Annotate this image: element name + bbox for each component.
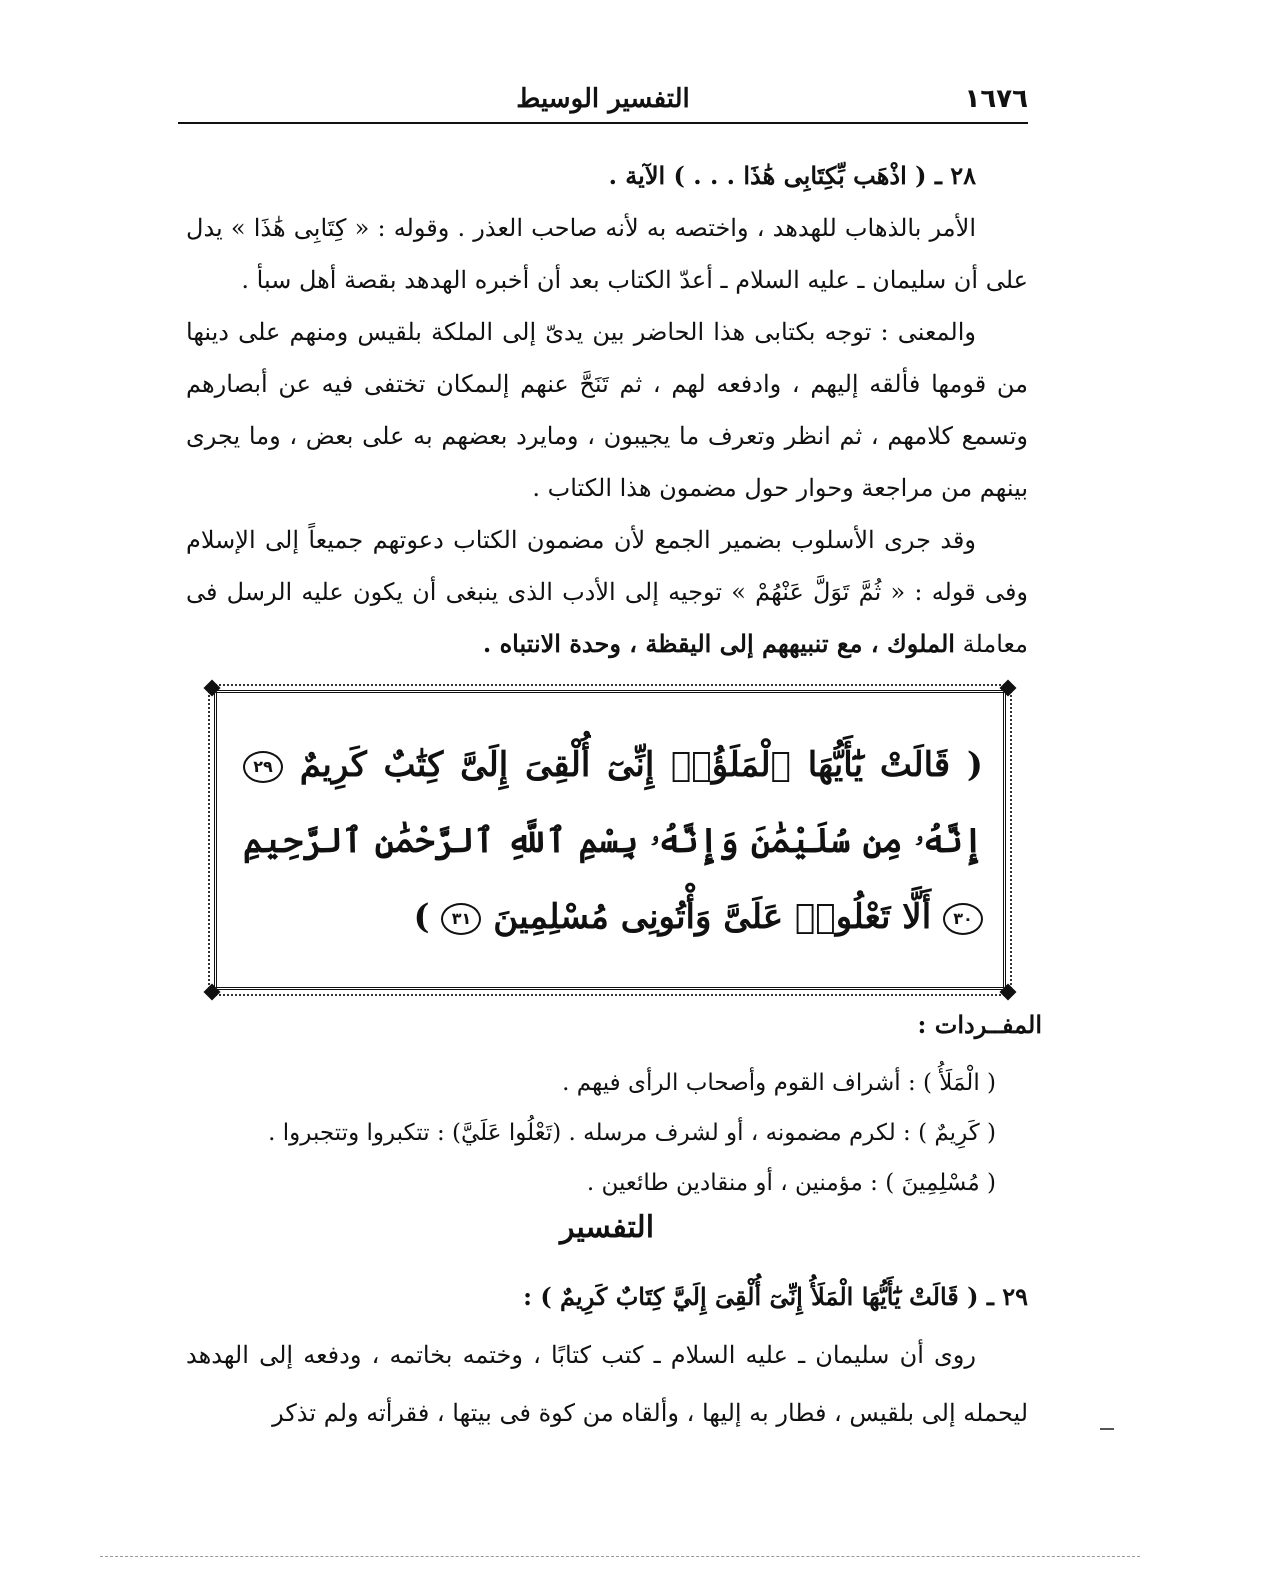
running-title: التفسير الوسيط xyxy=(516,84,690,114)
glossary-item: ( مُسْلِمِينَ ) : مؤمنين ، أو منقادين طائعين . xyxy=(586,1170,996,1196)
glossary-list xyxy=(186,1058,996,1208)
glossary-title: المفــردات : xyxy=(917,1010,1042,1039)
intro-section xyxy=(186,150,1028,670)
tafsir-section xyxy=(186,1268,1028,1442)
ayah-number-30: ٣٠ xyxy=(943,903,983,935)
diamond-ornament-icon xyxy=(1000,680,1017,697)
ayah-28-heading: ٢٨ ـ ( اذْهَب بِّكِتَابِى هَٰذَا . . . ) الآية . xyxy=(608,161,976,190)
intro-paragraph-3 xyxy=(186,514,1028,670)
diamond-ornament-icon xyxy=(204,680,221,697)
quran-verse-box xyxy=(214,690,1006,990)
tafsir-paragraph-1: روى أن سليمان ـ عليه السلام ـ كتب كتابًا ، وختمه بخاتمه ، ودفعه إلى الهدهد ليحمله إلى بلقيس ، فطار به إليها ، وألقاه من كوة فى بيتها ، فقرأته ولم تذكر xyxy=(186,1341,1028,1427)
header-rule xyxy=(178,122,1028,124)
tafsir-title: التفسير xyxy=(559,1210,655,1245)
page-number: ١٦٧٦ xyxy=(964,84,1028,114)
intro-paragraph-3-end: الملوك ، مع تنبيههم إلى اليقظة ، وحدة الانتباه . xyxy=(482,629,955,658)
ayah-29-heading: ٢٩ ـ ( قَالَتْ يَٰٓأَيُّهَا الْمَلَأُ إِنِّىٓ أُلْقِىَ إِلَيَّ كِتَابٌ كَرِيمٌ ) : xyxy=(523,1282,1028,1311)
glossary-item: ( كَرِيمٌ ) : لكرم مضمونه ، أو لشرف مرسله . (تَعْلُوا عَلَيَّ) : تتكبروا وتتجبروا . xyxy=(268,1120,996,1146)
scan-mark xyxy=(1100,1428,1114,1430)
verse-close-bracket: ) xyxy=(413,897,430,937)
quran-verse-text xyxy=(243,727,983,955)
intro-paragraph-2: والمعنى : توجه بكتابى هذا الحاضر بين يدىّ إلى الملكة بلقيس ومنهم على دينها من قومها فألقه إليهم ، وادفعه لهم ، ثم تَنَحَّ عنهم إلىمكان تختفى فيه عن أبصارهم وتسمع كلامهم ، ثم انظر وتعرف ما يجيبون ، ومايرد بعضهم به على بعض ، وما يجرى بينهم من مراجعة وحوار حول مضمون هذا الكتاب . xyxy=(186,318,1028,502)
page-header xyxy=(178,82,1028,122)
diamond-ornament-icon xyxy=(1000,984,1017,1001)
ayah-number-29: ٢٩ xyxy=(243,751,283,783)
verse-29-text: ( قَالَتْ يَٰٓأَيُّهَا ٱلْمَلَؤُا۟ إِنِّىٓ أُلْقِىَ إِلَىَّ كِتَٰبٌ كَرِيمٌ xyxy=(299,745,983,785)
diamond-ornament-icon xyxy=(204,984,221,1001)
glossary-item: ( الْمَلَأُ ) : أشراف القوم وأصحاب الرأى فيهم . xyxy=(562,1070,996,1096)
ayah-number-31: ٣١ xyxy=(441,903,481,935)
scan-edge-line xyxy=(100,1556,1140,1557)
intro-paragraph-3-text: وقد جرى الأسلوب بضمير الجمع لأن مضمون الكتاب دعوتهم جميعاً إلى الإسلام وفى قوله : « ثُمَّ تَوَلَّ عَنْهُمْ » توجيه إلى الأدب الذى ينبغى أن يكون عليه الرسل فى معاملة xyxy=(186,526,1028,658)
verse-30-text: إِنَّهُۥ مِن سُلَيْمَٰنَ وَإِنَّهُۥ بِسْمِ ٱللَّهِ ٱلرَّحْمَٰنِ ٱلرَّحِيمِ xyxy=(243,821,983,861)
intro-paragraph-1: الأمر بالذهاب للهدهد ، واختصه به لأنه صاحب العذر . وقوله : « كِتَابِى هَٰذَا » يدل على أن سليمان ـ عليه السلام ـ أعدّ الكتاب بعد أن أخبره الهدهد بقصة أهل سبأ . xyxy=(186,214,1028,294)
verse-31-text: أَلَّا تَعْلُوا۟ عَلَىَّ وَأْتُونِى مُسْلِمِينَ xyxy=(493,897,932,937)
